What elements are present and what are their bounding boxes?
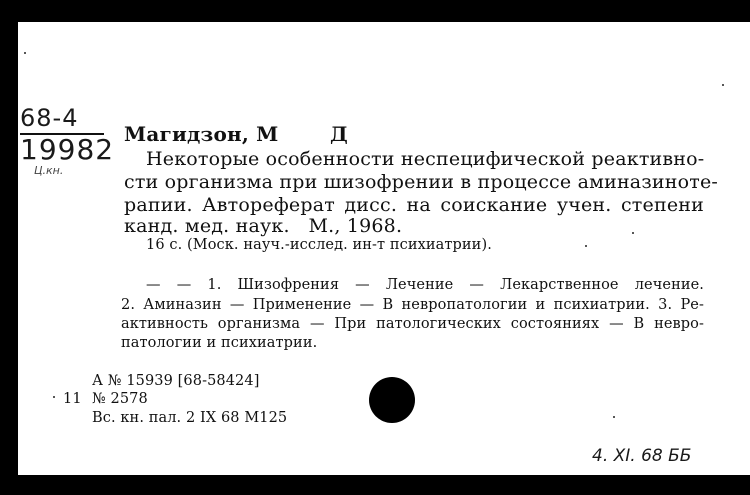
collation-line: 16 с. (Моск. науч.-исслед. ин-т психиатрии). [146,237,492,253]
subject-line-2: 2. Аминазин — Применение — В невропатологии и психиатрии. 3. Ре- [121,297,704,313]
author-initial: Д [330,122,348,146]
catalog-line-1: А № 15939 [68-58424] [92,373,260,389]
handwritten-date-note: 4. XI. 68 ББ [592,446,692,466]
title-line-4: канд. мед. наук. М., 1968. [124,215,403,237]
title-line-3: рапии. Автореферат дисс. на соискание учен. степени [124,194,704,216]
title-line-1: Некоторые особенности неспецифической реактивно- [146,148,705,170]
subject-line-1: — — 1. Шизофрения — Лечение — Лекарственное лечение. [146,277,704,293]
catalog-line-2: № 2578 [92,391,148,407]
subject-line-4: патологии и психиатрии. [121,335,318,351]
handwritten-code-bottom: 19982 [20,133,115,166]
dust-speck [585,245,587,247]
dust-speck [722,84,724,86]
catalog-line-2-prefix: 11 [63,391,82,407]
catalog-card [18,22,750,475]
catalog-line-3: Вс. кн. пал. 2 IX 68 М125 [92,410,288,426]
punch-hole [369,377,415,423]
subject-line-3: активность организма — При патологических состояниях — В невро- [121,316,704,332]
dust-speck [24,52,26,54]
handwritten-code-top: 68-4 [20,104,79,132]
author-name: Магидзон, М [124,122,279,146]
handwritten-scribble: Ц.кн. [34,164,64,177]
dust-speck [53,396,55,398]
dust-speck [613,416,615,418]
dust-speck [632,232,634,234]
title-line-2: сти организма при шизофрении в процессе аминазиноте- [124,171,719,193]
